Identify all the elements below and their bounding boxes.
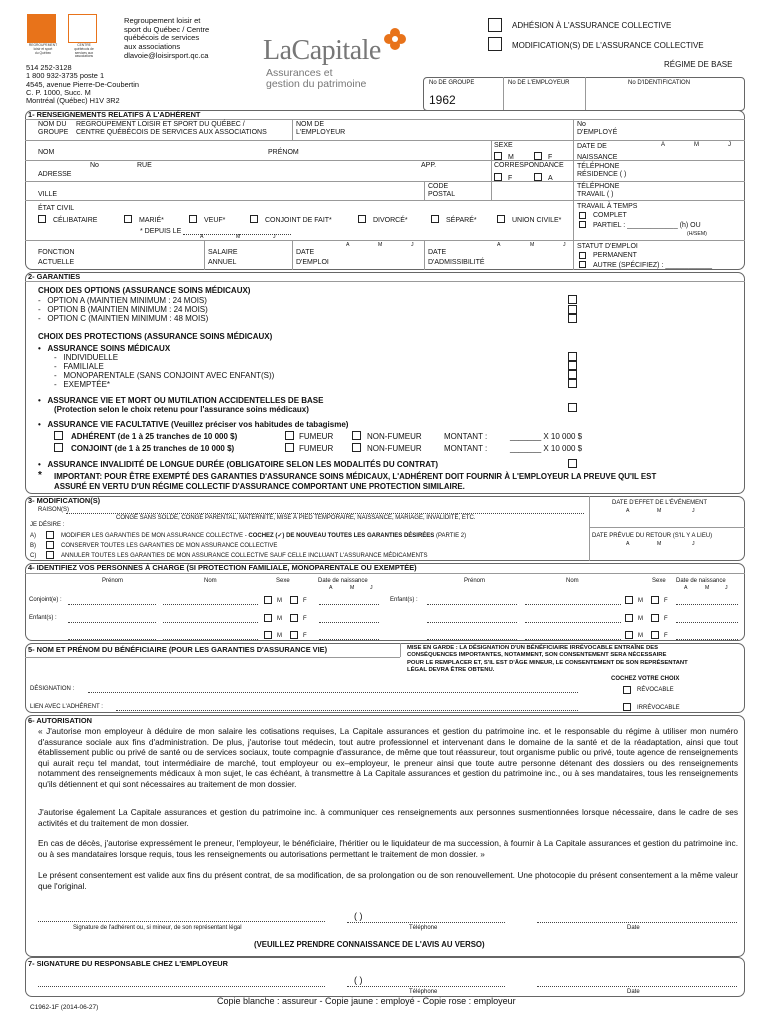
option-c-checkbox[interactable]: [568, 314, 577, 323]
revocable-checkbox[interactable]: [623, 686, 631, 694]
date-effet-a: A: [626, 508, 630, 514]
copies-note: Copie blanche : assureur - Copie jaune : employé - Copie rose : employeur: [217, 996, 516, 1006]
adherent-montant-label: MONTANT :: [444, 432, 488, 441]
group-name-value: REGROUPEMENT LOISIR ET SPORT DU QUÉBEC / CENTRE QUÉBÉCOIS DE SERVICES AUX ASSOCIATIONS: [76, 121, 267, 137]
separe-checkbox[interactable]: [431, 215, 439, 223]
authorization-p2: J'autorise également La Capitale assurances et gestion du patrimoine inc. à communiquer ces renseignements aux personnes susmentionnées lorsque nécessaire, dans le cadre de ses activités et du traitement de mon dossier.: [38, 807, 738, 828]
flower-logo-icon: [382, 26, 408, 52]
id-no-field[interactable]: [587, 90, 743, 109]
divorce-checkbox[interactable]: [358, 215, 366, 223]
dep-m-label: M: [638, 598, 643, 604]
choix-protections-title: CHOIX DES PROTECTIONS (ASSURANCE SOINS MÉDICAUX): [38, 332, 273, 341]
employee-no-label: No D'EMPLOYÉ: [577, 121, 618, 137]
adherent-fumeur-label: FUMEUR: [299, 432, 334, 441]
cochez-label: COCHEZ VOTRE CHOIX: [611, 676, 680, 682]
s4-sexe-header-right: Sexe: [652, 578, 666, 584]
sexe-f-label: F: [548, 154, 553, 161]
marie-checkbox[interactable]: [124, 215, 132, 223]
s4-prenom-header-left: Prénom: [102, 578, 124, 584]
modifier-label: MODIFIER LES GARANTIES DE MON ASSURANCE COLLECTIVE - COCHEZ (✓) DE NOUVEAU TOUTES LES GARANTIES DÉSIRÉES (PARTIE 2): [61, 533, 467, 539]
sexe-m-label: M: [508, 154, 514, 161]
s4-date-header-left: Date de naissance: [318, 578, 368, 584]
raison-label: RAISON(S): [38, 507, 70, 513]
section-6-title: 6- AUTORISATION: [28, 716, 92, 725]
conserver-label: CONSERVER TOUTES LES GARANTIES DE MON ASSURANCE COLLECTIVE: [61, 543, 278, 549]
depuis-m: M: [236, 234, 241, 240]
annuler-label: ANNULER TOUTES LES GARANTIES DE MON ASSURANCE COLLECTIVE SAUF CELLE INCLUANT L'ASSURANCE MÉDICAMENTS: [61, 553, 428, 559]
dep-f-label: F: [664, 598, 668, 604]
s7-date-caption: Date: [627, 989, 640, 995]
je-desire-label: JE DÉSIRE :: [30, 522, 65, 528]
modifier-checkbox[interactable]: [46, 531, 54, 539]
section-3-title: 3- MODIFICATION(S): [28, 496, 101, 505]
dep-sexe-f-checkbox[interactable]: [651, 631, 659, 639]
dep-sexe-f-checkbox[interactable]: [651, 596, 659, 604]
conjoint-montant-field[interactable]: _______ X 10 000 $: [510, 444, 583, 453]
adresse-field[interactable]: [80, 170, 480, 180]
section-4-title: 4- IDENTIFIEZ VOS PERSONNES À CHARGE (SI PROTECTION FAMILIALE, MONOPARENTALE OU EXEMPTÉE): [28, 563, 417, 572]
tel-residence-label: TÉLÉPHONE RÉSIDENCE ( ): [577, 163, 627, 179]
adherent-signature-field[interactable]: [38, 905, 325, 921]
avmma-checkbox[interactable]: [568, 403, 577, 412]
corr-f-checkbox[interactable]: [494, 173, 502, 181]
date-emploi-a: A: [346, 242, 350, 248]
dep-m-label: M: [277, 598, 282, 604]
date-retour-a: A: [626, 541, 630, 547]
letter-b: B): [30, 543, 36, 549]
authorization-p1: « J'autorise mon employeur à déduire de mon salaire les cotisations requises, La Capitale assurances et gestion du patrimoine inc. et le responsable du régime à utiliser mon numéro d'assurance sociale aux fins d'administration. De plus, j'autorise tout médecin, tout autre professionnel et intervenant dans le domaine de la santé et de la réadaptation, ainsi que tout établissement public ou privé de santé ou de services sociaux, toute compagnie d'assurance, de même que tout réassureur, tout organisme public ou privé, toute agence de renseignements qui aurait reçu tel mandat, tout intermédiaire de marché, tout employeur ou ex–employeur, le preneur ainsi que toute autre personne détenant des dossiers ou des renseignements notamment des renseignements médicaux à mon sujet, le cas échéant, à transmettre à La Capitale assurances et gestion du patrimoine inc., ou à ses mandataires, tous les renseignements qu'ils détiennent et qui sont nécessaires au traitement de mon dossier.: [38, 726, 738, 789]
code-postal-label: CODE POSTAL: [428, 183, 456, 199]
autre-label: AUTRE (SPÉCIFIEZ) : ____________: [593, 262, 713, 269]
veuf-label: VEUF*: [204, 217, 226, 224]
dep-f-label: F: [664, 616, 668, 622]
important-note: IMPORTANT: POUR ÊTRE EXEMPTÉ DES GARANTIES D'ASSURANCE SOINS MÉDICAUX, L'ADHÉRENT DOIT FOURNIR À L'EMPLOYEUR LA PREUVE QU'IL EST ASSURÉ EN VERTU D'UN RÉGIME COLLECTIF D'ASSURANCE COMPORTANT UNE PROTECTION SIMILAIRE.: [54, 472, 657, 492]
enfants-label-right: Enfant(s) :: [390, 597, 418, 603]
s4-right-m: M: [705, 585, 710, 591]
section-5-title: 5- NOM ET PRÉNOM DU BÉNÉFICIAIRE (POUR LES GARANTIES D'ASSURANCE VIE): [28, 645, 328, 654]
option-b: - OPTION B (MAINTIEN MINIMUM : 24 MOIS): [38, 305, 208, 314]
dep-sexe-m-checkbox[interactable]: [264, 631, 272, 639]
birth-date-label: DATE DE NAISSANCE: [577, 143, 618, 162]
sexe-m-checkbox[interactable]: [494, 152, 502, 160]
adhesion-checkbox[interactable]: [488, 18, 502, 32]
birth-date-a: A: [661, 142, 666, 148]
revocable-label: RÉVOCABLE: [637, 687, 674, 693]
corr-f-label: F: [508, 175, 513, 182]
conjoint-label: Conjoint(e) :: [29, 597, 62, 603]
avf-adherent-checkbox[interactable]: [54, 431, 63, 440]
union-civile-label: UNION CIVILE*: [512, 217, 562, 224]
option-b-checkbox[interactable]: [568, 305, 577, 314]
s4-right-j: J: [725, 585, 728, 591]
asm-title: • ASSURANCE SOINS MÉDICAUX: [38, 344, 171, 353]
asm-monoparentale-checkbox[interactable]: [568, 370, 577, 379]
veuf-checkbox[interactable]: [189, 215, 197, 223]
ild-title: • ASSURANCE INVALIDITÉ DE LONGUE DURÉE (OBLIGATOIRE SELON LES MODALITÉS DU CONTRAT): [38, 460, 438, 469]
date-emploi-m: M: [378, 242, 383, 248]
la-capitale-tagline: Assurances et gestion du patrimoine: [266, 67, 367, 91]
date-admiss-label: DATE D'ADMISSIBILITÉ: [428, 249, 485, 267]
asm-exemptee-checkbox[interactable]: [568, 379, 577, 388]
employer-name-field[interactable]: [342, 120, 570, 139]
date-retour-m: M: [657, 541, 662, 547]
group-no-value: 1962: [429, 93, 456, 107]
conjoint-fumeur-label: FUMEUR: [299, 444, 334, 453]
rls-logo: [27, 14, 56, 43]
id-no-label: No D'IDENTIFICATION: [628, 80, 691, 86]
s4-sexe-header-left: Sexe: [276, 578, 290, 584]
s4-right-a: A: [684, 585, 688, 591]
sexe-f-checkbox[interactable]: [534, 152, 542, 160]
avf-title: • ASSURANCE VIE FACULTATIVE (Veuillez préciser vos habitudes de tabagisme): [38, 420, 349, 429]
date-retour-j: J: [692, 541, 695, 547]
employer-no-field[interactable]: [505, 90, 583, 109]
dep-sexe-f-checkbox[interactable]: [290, 614, 298, 622]
designation-field[interactable]: [88, 682, 578, 692]
letter-c: C): [30, 553, 37, 559]
conjoint-nonfumeur-label: NON-FUMEUR: [367, 444, 422, 453]
s5-warning: MISE EN GARDE : LA DÉSIGNATION D'UN BÉNÉFICIAIRE IRRÉVOCABLE ENTRAÎNE DES CONSÉQUENCES IMPORTANTES, NOTAMMENT, SON CONSENTEMENT SERA NÉCESSAIRE POUR LE REMPLACER ET, S'IL EST D'ÂGE MINEUR, LE CONSENTEMENT DE SON REPRÉSENTANT LÉGAL DEVRA ÊTRE OBTENU.: [407, 645, 688, 674]
separe-label: SÉPARÉ*: [446, 217, 477, 224]
temps-partiel-checkbox[interactable]: [579, 221, 586, 228]
option-c: - OPTION C (MAINTIEN MINIMUM : 48 MOIS): [38, 314, 209, 323]
adresse-label: ADRESSE: [38, 171, 72, 178]
s4-date-header-right: Date de naissance: [676, 578, 726, 584]
dep-f-label: F: [664, 633, 668, 639]
adhesion-label: ADHÉSION À L'ASSURANCE COLLECTIVE: [512, 21, 672, 30]
union-civile-checkbox[interactable]: [497, 215, 505, 223]
letter-a: A): [30, 533, 36, 539]
s4-nom-header-left: Nom: [204, 578, 217, 584]
dep-f-label: F: [303, 633, 307, 639]
asm-familiale-checkbox[interactable]: [568, 361, 577, 370]
hsem-label: (H/SEM): [687, 231, 707, 237]
etat-civil-label: ÉTAT CIVIL: [38, 205, 75, 212]
form-code: C1962-1F (2014-06-27): [30, 1004, 99, 1011]
org-name: Regroupement loisir et sport du Québec / Centre québécois de services aux associations dlavoie@loisirsport.qc.ca: [124, 16, 210, 60]
rls-logo-text: REGROUPEMENT loisir et sport du Québec: [28, 43, 58, 55]
asm-individuelle-checkbox[interactable]: [568, 352, 577, 361]
option-a-checkbox[interactable]: [568, 295, 577, 304]
temps-complet-label: COMPLET: [593, 212, 627, 219]
birth-date-j: J: [728, 142, 731, 148]
adherent-fumeur-checkbox[interactable]: [285, 431, 294, 440]
dep-m-label: M: [638, 633, 643, 639]
ville-field[interactable]: [60, 183, 420, 199]
celibataire-label: CÉLIBATAIRE: [53, 217, 98, 224]
authorization-p3: En cas de décès, j'autorise expressément le preneur, l'employeur, le bénéficiaire, l'héritier ou le liquidateur de ma succession, à fournir à La Capitale assurances et gestion du patrimoine inc. ou à ses mandataires lorsque requis, tous les renseignements ou autorisations permettant le traitement de mon dossier. »: [38, 838, 738, 859]
employer-name-label: NOM DE L'EMPLOYEUR: [296, 121, 346, 137]
signature-caption: Signature de l'adhérent ou, si mineur, de son représentant légal: [73, 925, 242, 931]
dependant-name-field[interactable]: [68, 594, 258, 604]
celibataire-checkbox[interactable]: [38, 215, 46, 223]
cqsa-logo-text: CENTRE québécois de services aux associations: [74, 43, 94, 59]
statut-emploi-label: STATUT D'EMPLOI: [577, 243, 638, 250]
date-admiss-j: J: [563, 242, 566, 248]
conjoint-montant-label: MONTANT :: [444, 444, 488, 453]
depuis-a: A: [200, 234, 204, 240]
dep-sexe-f-checkbox[interactable]: [290, 631, 298, 639]
sexe-label: SEXE: [494, 142, 513, 149]
option-a: - OPTION A (MAINTIEN MINIMUM : 24 MOIS): [38, 296, 207, 305]
date-admiss-m: M: [530, 242, 535, 248]
date-emploi-label: DATE D'EMPLOI: [296, 249, 329, 267]
dep-m-label: M: [277, 633, 282, 639]
dep-sexe-m-checkbox[interactable]: [625, 631, 633, 639]
s6-phone-field[interactable]: [347, 907, 505, 922]
lien-field[interactable]: [116, 700, 578, 710]
cqsa-logo: [68, 14, 97, 43]
nom-label: NOM: [38, 149, 55, 156]
corr-a-label: A: [548, 175, 553, 182]
avf-conjoint-checkbox[interactable]: [54, 443, 63, 452]
dep-sexe-m-checkbox[interactable]: [264, 614, 272, 622]
dep-sexe-m-checkbox[interactable]: [625, 614, 633, 622]
date-effet-m: M: [657, 508, 662, 514]
temps-partiel-label: PARTIEL : _____________ (h) OU: [593, 222, 701, 229]
date-emploi-j: J: [411, 242, 414, 248]
temps-complet-checkbox[interactable]: [579, 212, 586, 219]
correspondance-label: CORRESPONDANCE: [494, 162, 564, 169]
s4-left-m: M: [350, 585, 355, 591]
adherent-montant-field[interactable]: _______ X 10 000 $: [510, 432, 583, 441]
s4-left-a: A: [329, 585, 333, 591]
conjoint-fait-checkbox[interactable]: [250, 215, 258, 223]
authorization-p4: Le présent consentement est valide aux fins du présent contrat, de sa modification, de sa prolongation ou de son renouvellement. Une photocopie du présent consentement a la même valeur que l'original.: [38, 870, 738, 891]
rue-label: RUE: [137, 162, 152, 169]
corr-a-checkbox[interactable]: [534, 173, 542, 181]
dep-f-label: F: [303, 616, 307, 622]
section-1-title: 1- RENSEIGNEMENTS RELATIFS À L'ADHÉRENT: [28, 110, 201, 119]
dep-m-label: M: [277, 616, 282, 622]
avmma-title: • ASSURANCE VIE ET MORT OU MUTILATION ACCIDENTELLES DE BASE: [38, 396, 324, 405]
s4-nom-header-right: Nom: [566, 578, 579, 584]
tel-travail-label: TÉLÉPHONE TRAVAIL ( ): [577, 183, 620, 199]
adherent-nonfumeur-label: NON-FUMEUR: [367, 432, 422, 441]
s7-phone-field[interactable]: [347, 971, 505, 986]
modification-checkbox[interactable]: [488, 37, 502, 51]
s4-left-j: J: [370, 585, 373, 591]
irrevocable-label: IRRÉVOCABLE: [637, 705, 680, 711]
modification-label: MODIFICATION(S) DE L'ASSURANCE COLLECTIVE: [512, 41, 704, 50]
choix-options-title: CHOIX DES OPTIONS (ASSURANCE SOINS MÉDICAUX): [38, 286, 251, 295]
divorce-label: DIVORCÉ*: [373, 217, 408, 224]
date-retour-label: DATE PRÉVUE DU RETOUR (S'IL Y A LIEU): [592, 533, 713, 539]
permanent-label: PERMANENT: [593, 252, 637, 259]
avf-adherent-label: ADHÉRENT (de 1 à 25 tranches de 10 000 $): [71, 432, 238, 441]
depuis-j: J: [273, 234, 276, 240]
section-2-title: 2- GARANTIES: [28, 272, 81, 281]
ild-checkbox[interactable]: [568, 459, 577, 468]
group-name-label: NOM DU GROUPE: [38, 121, 69, 137]
s4-prenom-header-right: Prénom: [464, 578, 486, 584]
travail-temps-label: TRAVAIL À TEMPS: [577, 203, 638, 210]
prenom-field[interactable]: [302, 142, 488, 159]
dep-sexe-f-checkbox[interactable]: [290, 596, 298, 604]
lien-label: LIEN AVEC L'ADHÉRENT :: [30, 704, 103, 710]
birth-date-m: M: [694, 142, 699, 148]
depuis-label: * DEPUIS LE: [140, 228, 182, 235]
s7-phone-paren: ( ): [354, 975, 363, 985]
conjoint-fait-label: CONJOINT DE FAIT*: [265, 217, 332, 224]
date-effet-label: DATE D'EFFET DE L'ÉVÉNEMENT: [612, 500, 708, 506]
nom-field[interactable]: [60, 142, 260, 159]
dep-sexe-f-checkbox[interactable]: [651, 614, 659, 622]
avis-verso: (VEUILLEZ PRENDRE CONNAISSANCE DE L'AVIS AU VERSO): [254, 940, 485, 949]
civic-no-label: No: [90, 162, 99, 169]
date-effet-j: J: [692, 508, 695, 514]
s6-phone-caption: Téléphone: [409, 925, 438, 931]
marie-label: MARIÉ*: [139, 217, 164, 224]
regime-label: RÉGIME DE BASE: [664, 60, 733, 69]
org-email: dlavoie@loisirsport.qc.ca: [124, 51, 209, 60]
dep-sexe-m-checkbox[interactable]: [625, 596, 633, 604]
designation-label: DÉSIGNATION :: [30, 686, 75, 692]
date-admiss-a: A: [497, 242, 501, 248]
autre-checkbox[interactable]: [579, 261, 586, 268]
annuler-checkbox[interactable]: [46, 551, 54, 559]
asm-exemptee: - EXEMPTÉE*: [54, 380, 111, 389]
adherent-nonfumeur-checkbox[interactable]: [352, 431, 361, 440]
conjoint-fumeur-checkbox[interactable]: [285, 443, 294, 452]
employer-no-label: No DE L'EMPLOYEUR: [508, 80, 570, 86]
s7-date-field[interactable]: [537, 971, 737, 986]
s6-phone-paren: ( ): [354, 911, 363, 921]
irrevocable-checkbox[interactable]: [623, 703, 631, 711]
ville-label: VILLE: [38, 191, 58, 198]
permanent-checkbox[interactable]: [579, 252, 586, 259]
la-capitale-brand: LaCapitale: [263, 35, 381, 66]
section-7-title: 7- SIGNATURE DU RESPONSABLE CHEZ L'EMPLOYEUR: [28, 959, 228, 968]
avmma-sub: (Protection selon le choix retenu pour l'assurance soins médicaux): [54, 405, 309, 414]
employer-signature-field[interactable]: [38, 970, 325, 986]
dep-f-label: F: [303, 598, 307, 604]
raisons-list: CONGÉ SANS SOLDE, CONGÉ PARENTAL, MATERNITÉ, MISE À PIED TEMPORAIRE, NAISSANCE, MARIAGE, INVALIDITÉ, ETC.: [116, 515, 476, 521]
app-label: APP.: [421, 162, 437, 169]
asm-familiale: - FAMILIALE: [54, 362, 104, 371]
prenom-label: PRÉNOM: [268, 149, 299, 156]
group-no-label: No DE GROUPE: [429, 80, 475, 86]
s6-date-field[interactable]: [537, 907, 737, 922]
salaire-label: SALAIRE ANNUEL: [208, 249, 238, 267]
dep-m-label: M: [638, 616, 643, 622]
conserver-checkbox[interactable]: [46, 541, 54, 549]
avf-conjoint-label: CONJOINT (de 1 à 25 tranches de 10 000 $): [71, 444, 235, 453]
conjoint-nonfumeur-checkbox[interactable]: [352, 443, 361, 452]
org-address: 514 252-3128 1 800 932-3735 poste 1 4545, avenue Pierre-De-Coubertin C. P. 1000, Succ. M Montréal (Québec) H1V 3R2: [26, 63, 139, 106]
s6-date-caption: Date: [627, 925, 640, 931]
enfants-label-left: Enfant(s) :: [29, 615, 57, 621]
asm-individuelle: - INDIVIDUELLE: [54, 353, 119, 362]
fonction-label: FONCTION ACTUELLE: [38, 249, 75, 267]
important-bullet: *: [38, 470, 42, 481]
asm-monoparentale: - MONOPARENTALE (SANS CONJOINT AVEC ENFANT(S)): [54, 371, 275, 380]
dep-sexe-m-checkbox[interactable]: [264, 596, 272, 604]
s7-phone-caption: Téléphone: [409, 989, 438, 995]
